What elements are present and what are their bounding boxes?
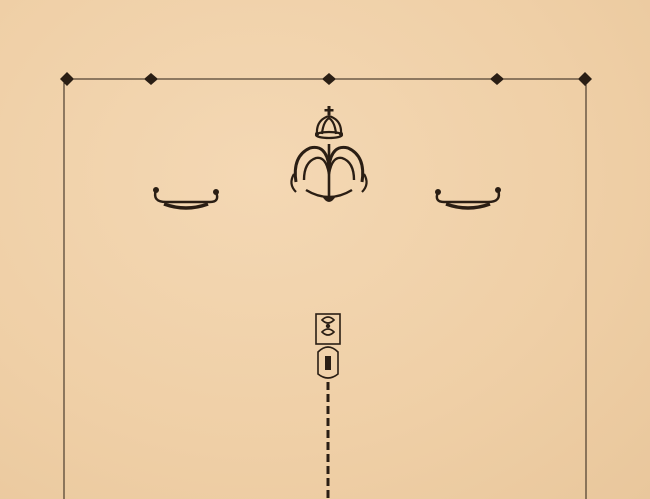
flourish-left-icon	[150, 182, 222, 210]
verse-column-left	[101, 309, 291, 322]
column-ornament	[314, 312, 342, 499]
border-left-ornament	[56, 72, 72, 499]
verse-column-right	[362, 309, 562, 322]
flourish-right-icon	[432, 182, 504, 210]
border-top-ornament	[60, 72, 592, 86]
crown-monogram-icon	[286, 104, 372, 210]
border-right-ornament	[578, 72, 594, 499]
